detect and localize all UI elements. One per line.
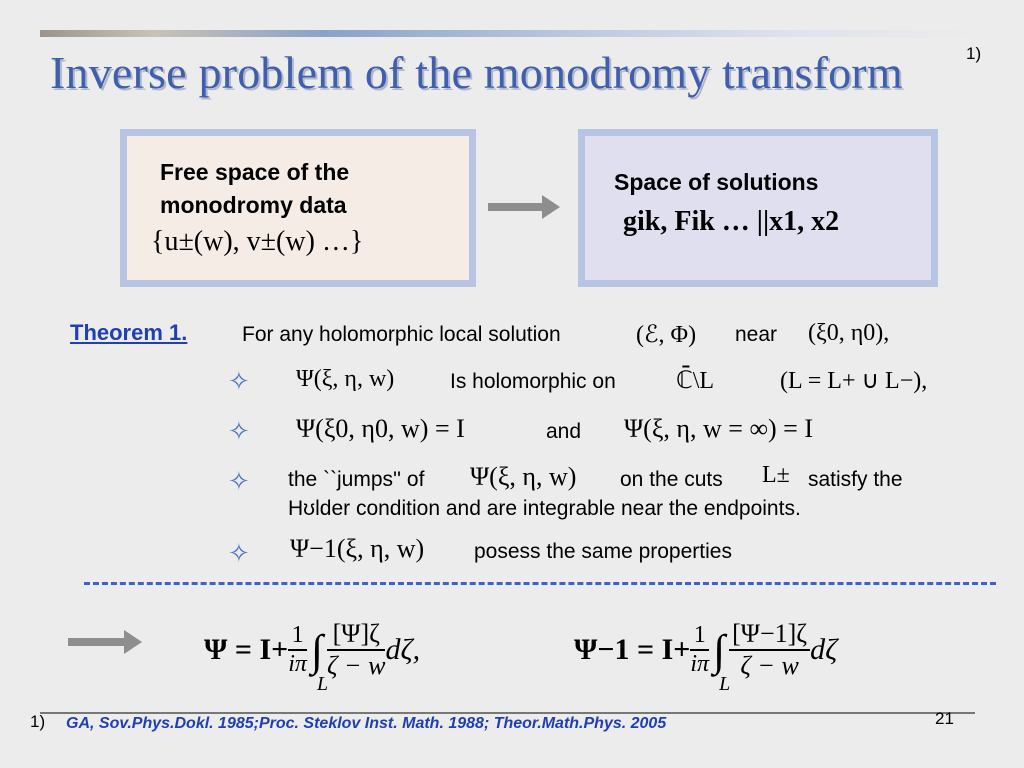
item1-domain: ℂ̄\L [676,368,715,394]
theorem-intro: For any holomorphic local solution [242,323,561,346]
item3-text-c: satisfy the [808,468,903,491]
right-arrow-icon [68,638,126,646]
item4-text: posess the same properties [474,540,732,563]
eq1-kernel [327,619,385,681]
eq2-den: iπ [690,651,710,677]
item1-text: Is holomorphic on [450,370,616,393]
monodromy-box-line2: monodromy data [160,192,347,218]
slide-title: Inverse problem of the monodromy transform [50,47,903,98]
eq1-kernel-den: ζ − w [327,651,386,680]
eq1-integral-sign: ∫ [310,625,324,675]
solutions-box-heading: Space of solutions [614,169,819,195]
item2-formula-infinity: Ψ(ξ, η, w = ∞) = I [624,414,813,443]
item3-cuts: L± [762,462,790,488]
monodromy-data-box [120,129,476,287]
inverse-formula-psi [204,604,420,696]
footer-rule [40,712,975,714]
inverse-formula-psi-inverse [574,604,837,696]
eq2-lhs: Ψ−1 = I+ [574,633,691,666]
monodromy-box-line1: Free space of the [160,159,350,185]
eq1-den: iπ [288,651,307,677]
eq2-kernel-num: [Ψ−1]ζ [729,619,810,651]
solutions-space-box [578,129,938,287]
eq1-tail: dζ, [385,633,421,666]
eq2-num: 1 [690,622,709,651]
theorem-label: Theorem 1. [70,320,188,345]
eq2-integral-sub: L [719,672,731,695]
theorem-point: (ξ0, η0), [808,320,890,346]
eq1-integral [310,625,329,695]
eq1-lhs: Ψ = I+ [204,633,289,666]
four-point-star-icon: ✧ [228,538,250,568]
eq1-num: 1 [288,622,307,651]
eq2-kernel [729,619,810,681]
eq1-fraction [288,622,307,678]
eq2-fraction [690,622,709,678]
eq2-tail: dζ [810,633,838,666]
four-point-star-icon: ✧ [228,366,250,396]
item3-line2: Hʊlder condition and are integrable near the endpoints. [288,497,801,520]
item4-formula: Ψ−1(ξ, η, w) [290,534,425,563]
eq2-kernel-den: ζ − w [740,651,799,680]
four-point-star-icon: ✧ [228,466,250,496]
eq2-integral-sign: ∫ [713,625,726,675]
page-number: 21 [935,709,954,728]
item1-cut-definition: (L = L+ ∪ L−), [780,368,928,394]
four-point-star-icon: ✧ [228,416,250,446]
eq2-integral [713,625,731,695]
item2-and: and [546,420,582,443]
item3-formula: Ψ(ξ, η, w) [470,462,577,491]
citation-text: GA, Sov.Phys.Dokl. 1985;Proc. Steklov Inst. Math. 1988; Theor.Math.Phys. 2005 [66,715,667,732]
item3-text-b: on the cuts [620,468,723,491]
title-decoration-bar [40,30,984,37]
solutions-formula: gik, Fik … ||x1, x2 [623,206,840,237]
eq1-kernel-num: [Ψ]ζ [327,619,385,651]
eq1-integral-sub: L [316,672,329,695]
title-footnote-marker: 1) [966,44,982,63]
item3-text-a: the ``jumps'' of [288,468,425,491]
theorem-pair: (ℰ, Φ) [636,322,697,348]
right-arrow-icon [488,203,544,211]
citation-marker: 1) [30,712,46,731]
item2-formula: Ψ(ξ0, η0, w) = I [296,414,465,443]
monodromy-data-formula: {u±(w), v±(w) …} [151,226,364,257]
item1-formula: Ψ(ξ, η, w) [296,366,395,392]
section-divider [84,582,996,585]
theorem-near: near [735,323,778,346]
